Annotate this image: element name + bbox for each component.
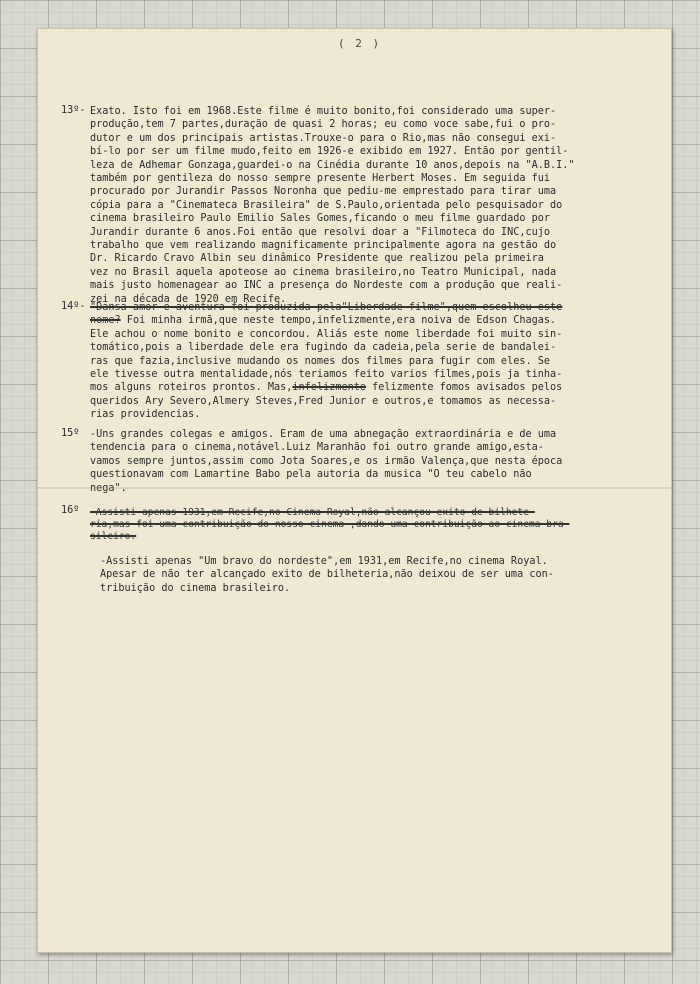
answer-16-text <box>100 555 554 595</box>
answer-14-struck-prefix: nome? <box>90 315 121 327</box>
answer-16-line: Apesar de não ter alcançado exito de bilheteria,não deixou de ser uma con- <box>100 569 554 581</box>
answer-16-struck-line: ria,mas foi uma contribuição do nosso cinema ,dando uma contribuição ao cinema bra- <box>90 519 570 530</box>
answer-14-struck-word: infelizmente <box>292 382 367 394</box>
answer-13-line: cinema brasileiro Paulo Emilio Sales Gomes,ficando o meu filme guardado por <box>90 213 551 225</box>
answer-16-number: 16º <box>61 505 80 516</box>
answer-13-line: também por gentileza do nosso sempre presente Herbert Moses. Em seguida fui <box>90 173 551 185</box>
answer-15-line: questionavam com Lamartine Babo pela autoria da musica "O teu cabelo não <box>90 469 532 481</box>
answer-13-line: dutor e um dos principais artistas.Trouxe-o para o Rio,mas não consegui exi- <box>90 132 557 144</box>
answer-13-line: cópia para a "Cinemateca Brasileira" de S.Paulo,orientada pelo pesquisador do <box>90 199 563 211</box>
answer-15-line: nega". <box>90 482 127 494</box>
answer-13-line: mais justo homenagear ao INC a presença do Nordeste com a produção que reali- <box>90 280 563 292</box>
answer-14-struck-question: "Dansa amor e aventura foi produzida pela"Liberdade-filme",quem escolheu este <box>90 302 563 313</box>
answer-14-text <box>90 301 562 422</box>
answer-13-line: Dr. Ricardo Cravo Albin seu dinâmico Presidente que realizou pela primeira <box>90 253 544 265</box>
answer-13-line: procurado por Jurandir Passos Noronha que pediu-me emprestado para tirar uma <box>90 186 557 198</box>
answer-13-line: Jurandir durante 6 anos.Foi então que resolvi doar a "Filmoteca do INC,cujo <box>90 226 551 238</box>
answer-15-text <box>90 428 562 495</box>
answer-16-struck-line: -Assisti apenas 1931,em Recife,no Cinema Royal,não alcançou exito de bilhete- <box>90 507 535 518</box>
answer-15-line: tendencia para o cinema,notável.Luiz Maranhão foi outro grande amigo,esta- <box>90 442 544 454</box>
answer-13-line: Exato. Isto foi em 1968.Este filme é muito bonito,foi considerado uma super- <box>90 106 557 117</box>
answer-14-line: mos alguns roteiros prontos. Mas, <box>90 382 293 394</box>
answer-13-line: bí-lo por ser um filme mudo,feito em 1926-e exibido em 1927. Então por gentil- <box>90 146 569 158</box>
answer-16-struck-line: sileiro. <box>90 531 137 542</box>
answer-15-number: 15º <box>61 428 80 439</box>
answer-14-line: rias providencias. <box>90 409 201 421</box>
answer-13-line: trabalho que vem realizando magnificamente principalmente agora na gestão do <box>90 240 557 252</box>
answer-13-line: vez no Brasil aquela apoteose ao cinema brasileiro,no Teatro Municipal, nada <box>90 266 557 278</box>
answer-14-line-tail: felizmente fomos avisados pelos <box>366 382 563 394</box>
answer-16-struck-block <box>90 507 569 543</box>
answer-14-line: queridos Ary Severo,Almery Steves,Fred Junior e outros,e tomamos as necessa- <box>90 395 557 407</box>
answer-14-line: tomático,pois a liberdade dele era fugindo da cadeia,pela serie de bandalei- <box>90 342 557 354</box>
answer-16-line: -Assisti apenas "Um bravo do nordeste",em 1931,em Recife,no cinema Royal. <box>100 556 548 567</box>
answer-14-line: ras que fazia,inclusive mudando os nomes dos filmes para fugir com eles. Se <box>90 355 551 367</box>
answer-15-line: -Uns grandes colegas e amigos. Eram de uma abnegação extraordinária e de uma <box>90 429 557 440</box>
answer-16-line: tribuição do cinema brasileiro. <box>100 582 291 594</box>
answer-14-line: Ele achou o nome bonito e concordou. Aliás este nome liberdade foi muito sin- <box>90 328 563 340</box>
answer-14-line: Foi minha irmã,que neste tempo,infelizmente,era noiva de Edson Chagas. <box>120 315 557 327</box>
typewritten-page <box>37 28 672 953</box>
answer-13-line: produção,tem 7 partes,duração de quasi 2 horas; eu como voce sabe,fui o pro- <box>90 119 557 131</box>
answer-14-number: 14º- <box>61 301 86 312</box>
answer-13-line: leza de Adhemar Gonzaga,guardei-o na Cinédia durante 10 anos,depois na "A.B.I." <box>90 159 575 171</box>
page-number: ( 2 ) <box>338 37 382 50</box>
answer-13-line: zei na década de 1920 em Recife. <box>90 293 287 305</box>
answer-13-number: 13º- <box>61 105 86 116</box>
answer-13-text <box>90 105 575 306</box>
answer-15-line: vamos sempre juntos,assim como Jota Soares,e os irmão Valença,que nesta época <box>90 455 563 467</box>
answer-14-line: ele tivesse outra mentalidade,nós teriamos feito varios filmes,pois ja tinha- <box>90 369 563 381</box>
